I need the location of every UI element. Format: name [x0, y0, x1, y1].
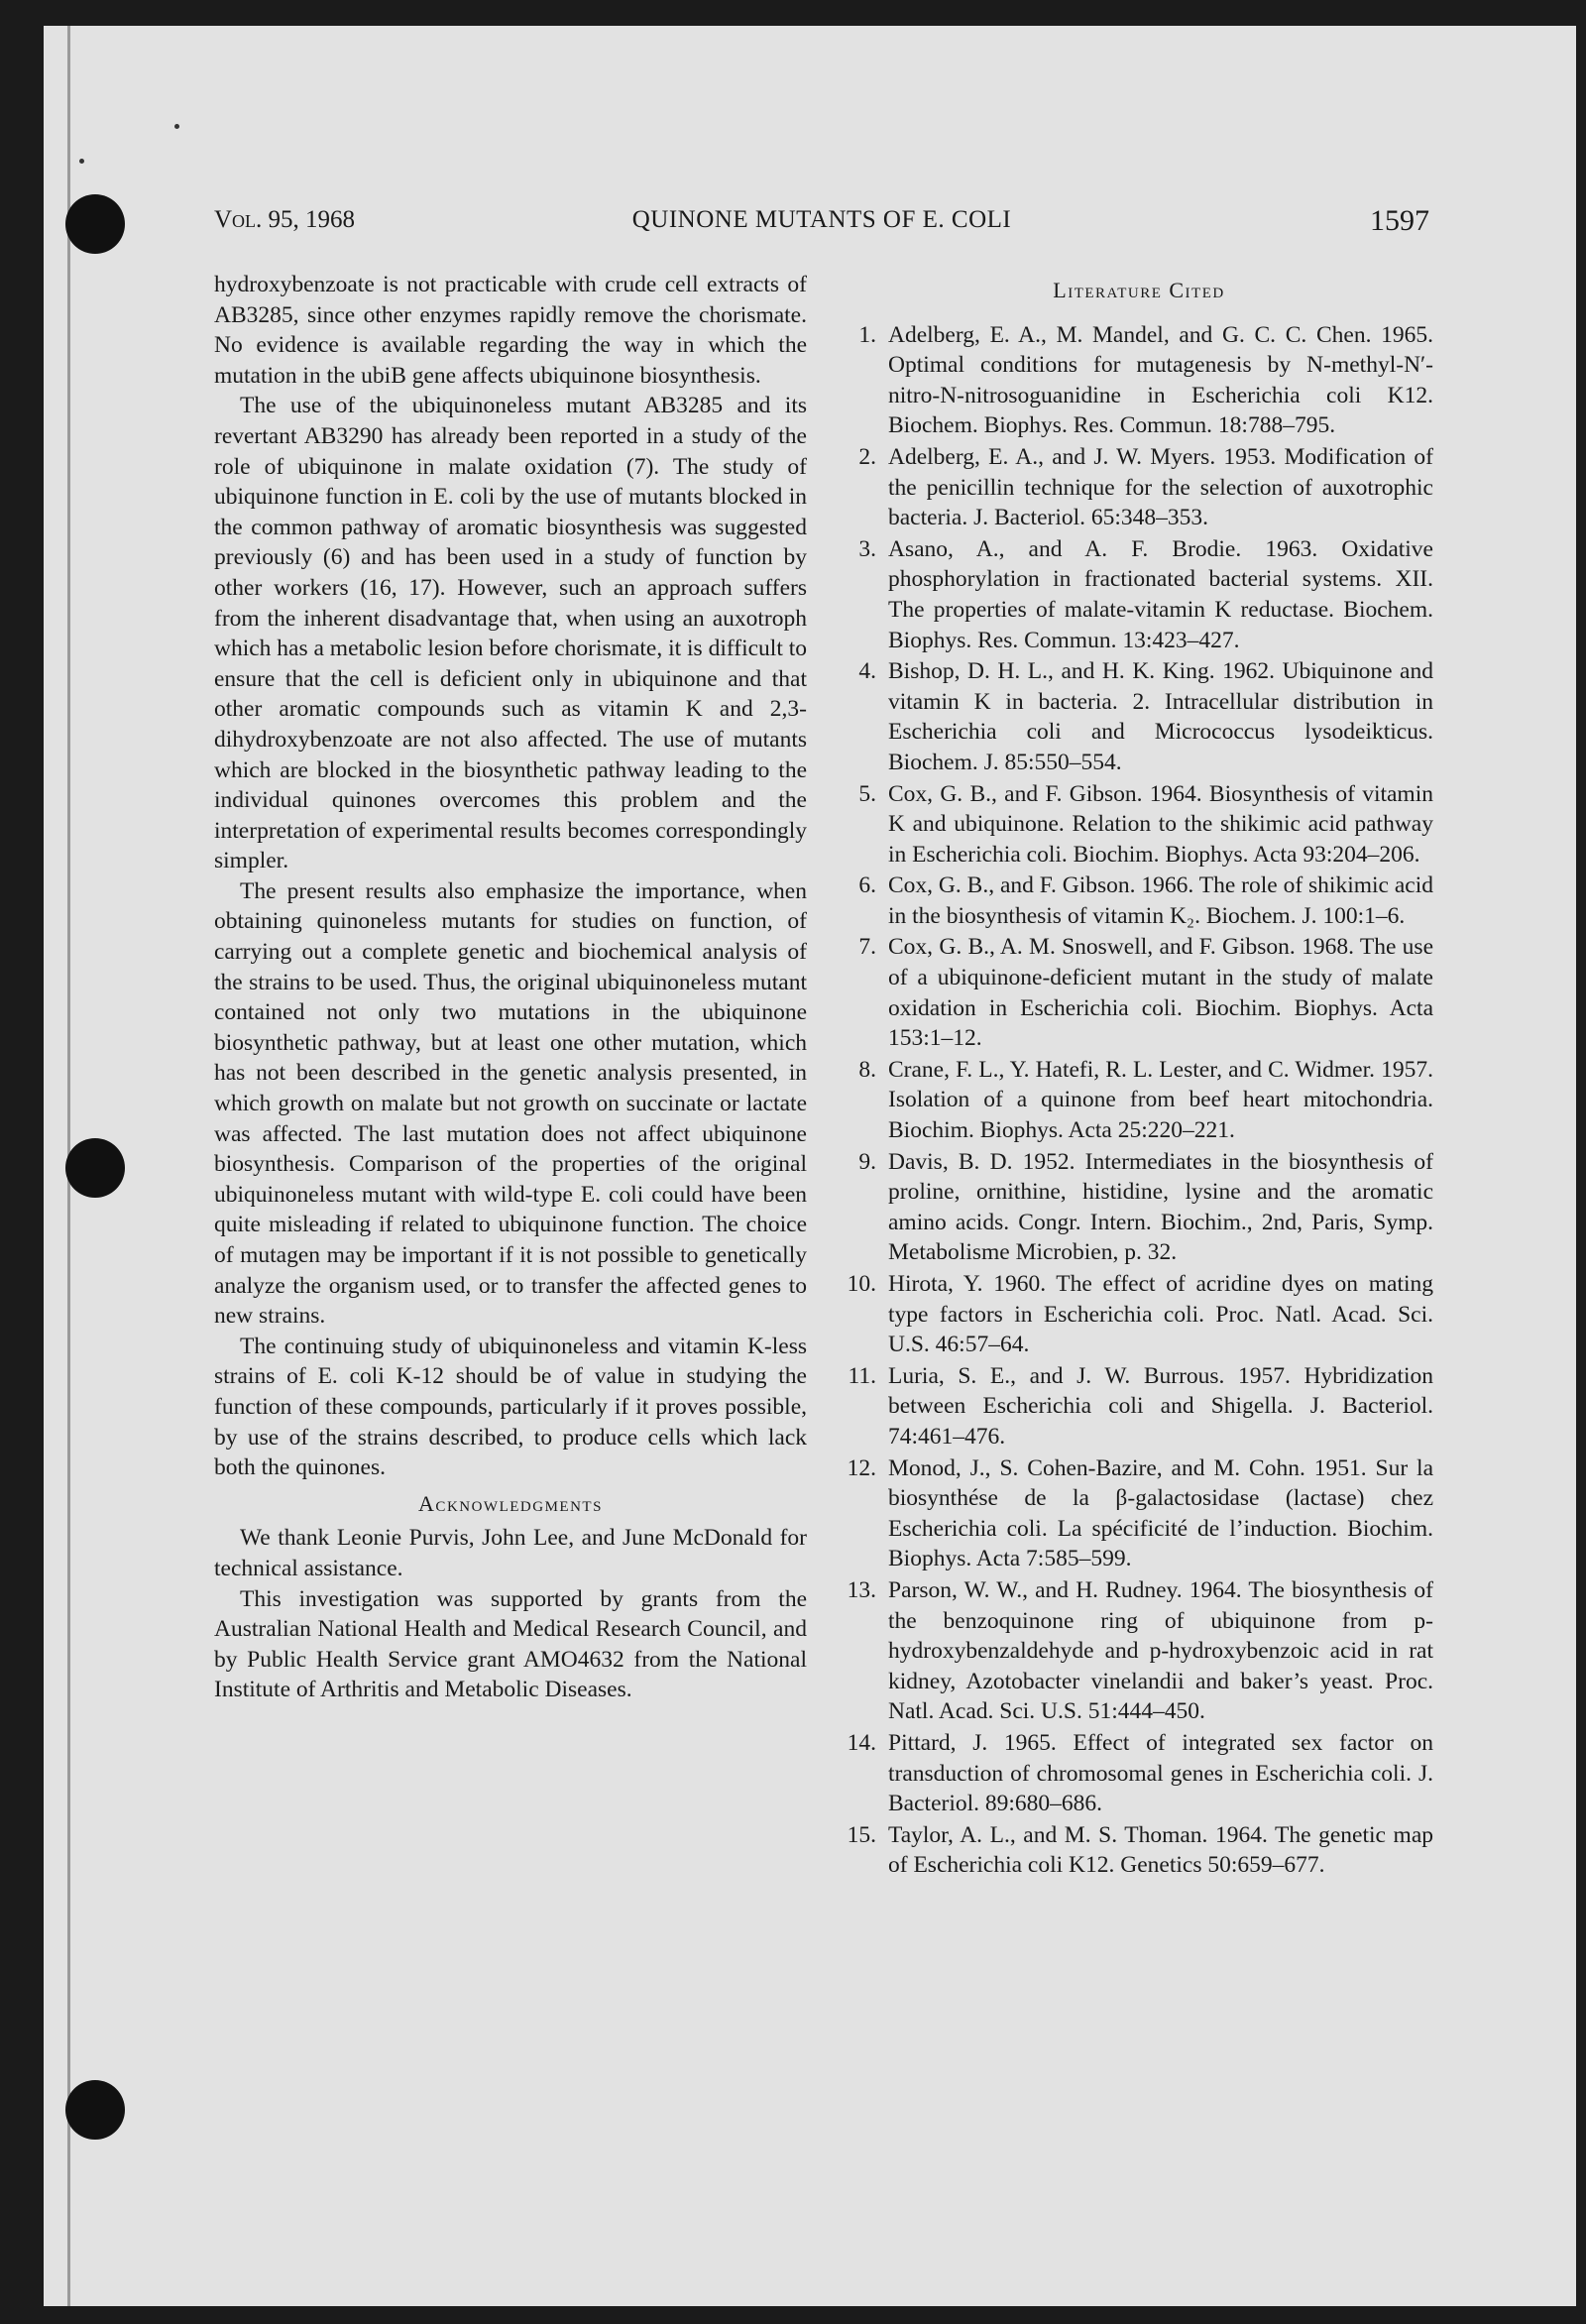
page-number: 1597: [1370, 204, 1429, 237]
reference-item: [845, 1055, 1433, 1146]
reference-number: 9.: [858, 1148, 876, 1175]
reference-item: [845, 1269, 1433, 1360]
punch-hole-middle: [65, 1138, 125, 1198]
reference-number: 8.: [858, 1056, 876, 1083]
reference-text: Monod, J., S. Cohen-Bazire, and M. Cohn. 1951. Sur la biosynthése de la β-galactosidase (lactase) chez Escherichia coli. La spécificité de l’induction. Biochim. Biophys. Acta 7:585–599.: [888, 1454, 1433, 1572]
reference-text: Parson, W. W., and H. Rudney. 1964. The biosynthesis of the benzoquinone ring of ubiquinone from p-hydroxybenzaldehyde and p-hydroxybenzoic acid in rat kidney, Azotobacter vinelandii and baker’s yeast. Proc. Natl. Acad. Sci. U.S. 51:444–450.: [888, 1576, 1433, 1725]
reference-number: 3.: [858, 535, 876, 562]
punch-hole-top: [65, 194, 125, 254]
reference-number: 2.: [858, 443, 876, 470]
body-paragraph: The use of the ubiquinoneless mutant AB3285 and its revertant AB3290 has already been reported in a study of the role of ubiquinone in malate oxidation (7). The study of ubiquinone function in E. coli by the use of mutants blocked in the common pathway of aromatic biosynthesis was suggested previously (6) and has been used in a study of function by other workers (16, 17). However, such an approach suffers from the inherent disadvantage that, when using an auxotroph which has a metabolic lesion before chorismate, it is difficult to ensure that the cell is deficient only in ubiquinone and that other aromatic compounds such as vitamin K and 2,3-dihydroxybenzoate are not also affected. The use of mutants which are blocked in the biosynthetic pathway leading to the individual quinones overcomes this problem and the interpretation of experimental results becomes correspondingly simpler.: [214, 393, 807, 874]
body-paragraph: The present results also emphasize the importance, when obtaining quinoneless mutants for studies on function, of carrying out a complete genetic and biochemical analysis of the strains to be used. Thus, the original ubiquinoneless mutant contained not only two mutations in the ubiquinone biosynthetic pathway, but at least one other mutation, which has not been described in the genetic analysis presented, in which growth on malate but not growth on succinate or lactate was affected. The last mutation does not affect ubiquinone biosynthesis. Comparison of the properties of the original ubiquinoneless mutant with wild-type E. coli could have been quite misleading if related to ubiquinone function. The choice of mutagen may be important if it is not possible to genetically analyze the organism used, or to transfer the affected genes to new strains.: [214, 877, 807, 1330]
reference-text: Hirota, Y. 1960. The effect of acridine dyes on mating type factors in Escherichia coli. Proc. Natl. Acad. Sci. U.S. 46:57–64.: [888, 1271, 1433, 1358]
reference-text: Crane, F. L., Y. Hatefi, R. L. Lester, and C. Widmer. 1957. Isolation of a quinone from beef heart mitochondria. Biochim. Biophys. Acta 25:220–221.: [888, 1056, 1433, 1144]
reference-item: [845, 1728, 1433, 1819]
reference-text: Cox, G. B., and F. Gibson. 1964. Biosynthesis of vitamin K and ubiquinone. Relation to the shikimic acid pathway in Escherichia coli. Biochim. Biophys. Acta 93:204–206.: [888, 780, 1433, 868]
reference-text: Pittard, J. 1965. Effect of integrated sex factor on transduction of chromosomal genes in Escherichia coli. J. Bacteriol. 89:680–686.: [888, 1729, 1433, 1817]
reference-item: [845, 1361, 1433, 1452]
right-column: [845, 270, 1433, 1882]
running-title: QUINONE MUTANTS OF E. COLI: [631, 206, 1012, 233]
speck-mark: [79, 159, 84, 164]
reference-number: 4.: [858, 658, 876, 685]
body-paragraph: The continuing study of ubiquinoneless and vitamin K-less strains of E. coli K-12 should be of value in studying the function of these compounds, particularly if it proves possible, by use of the strains described, to produce cells which lack both the quinones.: [214, 1333, 807, 1481]
reference-text: Asano, A., and A. F. Brodie. 1963. Oxidative phosphorylation in fractionated bacterial systems. XII. The properties of malate-vitamin K reductase. Biochem. Biophys. Res. Commun. 13:423–427.: [888, 535, 1433, 653]
reference-item: [845, 442, 1433, 533]
reference-number: 15.: [847, 1821, 876, 1848]
reference-text: Bishop, D. H. L., and H. K. King. 1962. Ubiquinone and vitamin K in bacteria. 2. Intracellular distribution in Escherichia coli and Micrococcus lysodeikticus. Biochem. J. 85:550–554.: [888, 658, 1433, 775]
reference-number: 5.: [858, 780, 876, 807]
reference-number: 1.: [858, 321, 876, 348]
reference-number: 13.: [847, 1576, 876, 1603]
reference-item: [845, 320, 1433, 441]
volume-label: Vol. 95, 1968: [214, 206, 356, 233]
reference-item: [845, 534, 1433, 655]
reference-item: [845, 1453, 1433, 1574]
reference-text: Cox, G. B., and F. Gibson. 1966. The role of shikimic acid in the biosynthesis of vitamin K₂. Biochem. J. 100:1–6.: [888, 872, 1433, 929]
reference-item: [845, 871, 1433, 931]
reference-number: 10.: [847, 1271, 876, 1297]
reference-number: 7.: [858, 934, 876, 961]
reference-text: Cox, G. B., A. M. Snoswell, and F. Gibson. 1968. The use of a ubiquinone-deficient mutant in the study of malate oxidation in Escherichia coli. Biochim. Biophys. Acta 153:1–12.: [888, 934, 1433, 1052]
reference-number: 12.: [847, 1454, 876, 1481]
reference-text: Taylor, A. L., and M. S. Thoman. 1964. The genetic map of Escherichia coli K12. Genetics 50:659–677.: [888, 1821, 1433, 1879]
reference-item: [845, 1147, 1433, 1268]
reference-item: [845, 932, 1433, 1053]
speck-mark: [174, 124, 179, 129]
reference-number: 6.: [858, 872, 876, 899]
reference-item: [845, 656, 1433, 777]
running-header: [214, 204, 1429, 244]
acknowledgment-paragraph: This investigation was supported by grants from the Australian National Health and Medical Research Council, and by Public Health Service grant AMO4632 from the National Institute of Arthritis and Metabolic Diseases.: [214, 1585, 807, 1703]
acknowledgment-paragraph: We thank Leonie Purvis, John Lee, and June McDonald for technical assistance.: [214, 1525, 807, 1581]
body-paragraph: hydroxybenzoate is not practicable with crude cell extracts of AB3285, since other enzymes rapidly remove the chorismate. No evidence is available regarding the way in which the mutation in the ubiB gene affects ubiquinone biosynthesis.: [214, 272, 807, 389]
reference-number: 11.: [848, 1362, 876, 1389]
reference-list: [845, 320, 1433, 1881]
punch-hole-bottom: [65, 2080, 125, 2140]
reference-text: Adelberg, E. A., M. Mandel, and G. C. C. Chen. 1965. Optimal conditions for mutagenesis by N-methyl-N′-nitro-N-nitrosoguanidine in Escherichia coli K12. Biochem. Biophys. Res. Commun. 18:788–795.: [888, 321, 1433, 439]
reference-item: [845, 1575, 1433, 1727]
literature-cited-heading: Literature Cited: [1053, 278, 1225, 302]
reference-text: Luria, S. E., and J. W. Burrous. 1957. Hybridization between Escherichia coli and Shigella. J. Bacteriol. 74:461–476.: [888, 1362, 1433, 1450]
left-column: [214, 270, 807, 1705]
reference-text: Davis, B. D. 1952. Intermediates in the biosynthesis of proline, ornithine, histidine, lysine and the aromatic amino acids. Congr. Intern. Biochim., 2nd, Paris, Symp. Metabolisme Microbien, p. 32.: [888, 1148, 1433, 1266]
reference-item: [845, 1820, 1433, 1881]
reference-text: Adelberg, E. A., and J. W. Myers. 1953. Modification of the penicillin technique for the selection of auxotrophic bacteria. J. Bacteriol. 65:348–353.: [888, 443, 1433, 531]
reference-item: [845, 779, 1433, 871]
reference-number: 14.: [847, 1729, 876, 1756]
acknowledgments-heading: Acknowledgments: [418, 1490, 603, 1516]
